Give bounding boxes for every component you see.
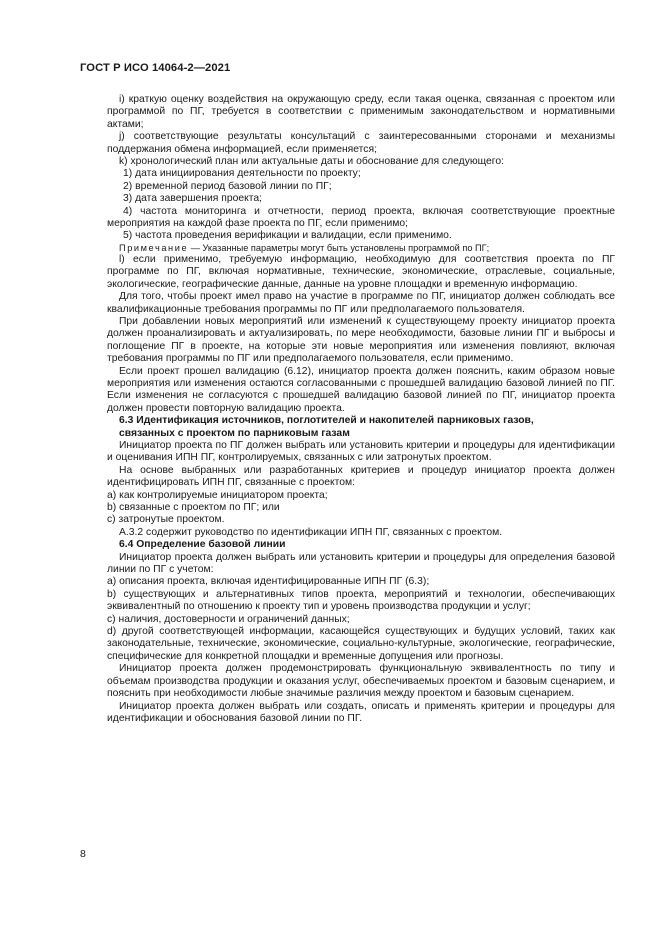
list-item-a: a) как контролируемые инициатором проекта; xyxy=(107,489,328,501)
item-k4: 4) частота мониторинга и отчетности, период проекта, включая соответствующие проектные мероприятия на каждой фазе проекта по ПГ, если применимо; xyxy=(107,205,615,230)
item-i: i) краткую оценку воздействия на окружающую среду, если такая оценка, связанная с проектом или программой по ПГ, требуется в соответствии с применимым законодательством и нормативными актами; xyxy=(107,94,615,130)
section-6-3-heading-line2: связанных с проектом по парниковым газам xyxy=(119,427,350,439)
list-item-b: b) существующих и альтернативных типов проекта, мероприятий и технологии, обеспечивающих эквивалентный по отношению к проекту тип и уровень производства продукции и услуг; xyxy=(107,588,615,613)
item-k5: 5) частота проведения верификации и валидации, если применимо. xyxy=(123,230,452,242)
item-k2: 2) временной период базовой линии по ПГ; xyxy=(123,180,332,192)
document-header: ГОСТ Р ИСО 14064-2—2021 xyxy=(80,62,231,74)
note-label: Примечание xyxy=(119,242,189,253)
paragraph: А.3.2 содержит руководство по идентификации ИПН ПГ, связанных с проектом. xyxy=(119,526,503,538)
item-j: j) соответствующие результаты консультаций с заинтересованными сторонами и механизмы поддержания обмена информацией, если применяется; xyxy=(107,131,615,155)
list-item-c: c) наличия, достоверности и ограничений данных; xyxy=(107,613,350,625)
list-item-d: d) другой соответствующей информации, касающейся существующих и будущих условий, таких как законодательные, технические, экономические, социально-культурные, экологические, географические, специфические для конкретной площадки и временные допущения или прогнозы. xyxy=(107,626,615,662)
section-6-3-heading xyxy=(107,415,615,440)
paragraph: Инициатор проекта должен выбрать или создать, описать и применять критерии и процедуры для идентификации и обоснования базовой линии по ПГ. xyxy=(107,700,615,724)
paragraph: Если проект прошел валидацию (6.12), инициатор проекта должен пояснить, каким образом новые мероприятия или изменения остаются согласованными с прошедшей валидацию базовой линией по ПГ. Если изменения не согласуются с прошедшей валидацию базовой линией по ПГ, инициатор проекта должен провести повторную валидацию проекта. xyxy=(107,365,615,414)
item-k3: 3) дата завершения проекта; xyxy=(123,193,263,205)
item-k1: 1) дата инициирования деятельности по проекту; xyxy=(123,168,361,180)
section-6-3-heading-line1: 6.3 Идентификация источников, поглотителей и накопителей парниковых газов, xyxy=(119,415,534,427)
list-item-a: a) описания проекта, включая идентифицированные ИПН ПГ (6.3); xyxy=(107,576,430,588)
note-text: — Указанные параметры могут быть установлены программой по ПГ; xyxy=(190,242,490,253)
paragraph: Для того, чтобы проект имел право на участие в программе по ПГ, инициатор должен соблюдать все квалификационные требования программы по ПГ или предполагаемого пользователя. xyxy=(107,291,615,315)
paragraph: При добавлении новых мероприятий или изменений к существующему проекту инициатор проекта должен проанализировать и актуализировать, по мере необходимости, базовые линии ПГ и выбросы и поглощение ПГ в проекте, на которые эти новые мероприятия или изменения повлияют, включая требования программы по ПГ или предполагаемого пользователя, если применимо. xyxy=(107,315,615,365)
list-item-b: b) связанные с проектом по ПГ; или xyxy=(107,502,280,513)
note xyxy=(107,243,615,254)
list-item-c: c) затронутые проектом. xyxy=(107,514,225,526)
item-l: l) если применимо, требуемую информацию, необходимую для соответствия проекта по ПГ программе по ПГ, включая нормативные, технические, экономические, отраслевые, социальные, экологические, географические данные, данные на уровне площадки и временную информацию. xyxy=(107,253,615,290)
paragraph: На основе выбранных или разработанных критериев и процедур инициатор проекта должен идентифицировать ИПН ПГ, связанные с проектом: xyxy=(107,464,615,489)
paragraph: Инициатор проекта по ПГ должен выбрать или установить критерии и процедуры для идентификации и оценивания ИПН ПГ, контролируемых, связанных с или затронутых проектом. xyxy=(107,439,615,464)
document-body xyxy=(107,94,615,725)
page-number: 8 xyxy=(80,848,86,860)
section-6-4-heading: 6.4 Определение базовой линии xyxy=(119,539,286,551)
item-k: k) хронологический план или актуальные даты и обоснование для следующего: xyxy=(119,156,504,168)
paragraph: Инициатор проекта должен выбрать или установить критерии и процедуры для определения базовой линии по ПГ с учетом: xyxy=(107,551,615,576)
paragraph: Инициатор проекта должен продемонстрировать функциональную эквивалентность по типу и объемам производства продукции и оказания услуг, обеспечиваемых проектом и базовым сценарием, и пояснить при необходимости любые значимые различия между проектом и базовым сценарием. xyxy=(107,663,615,700)
